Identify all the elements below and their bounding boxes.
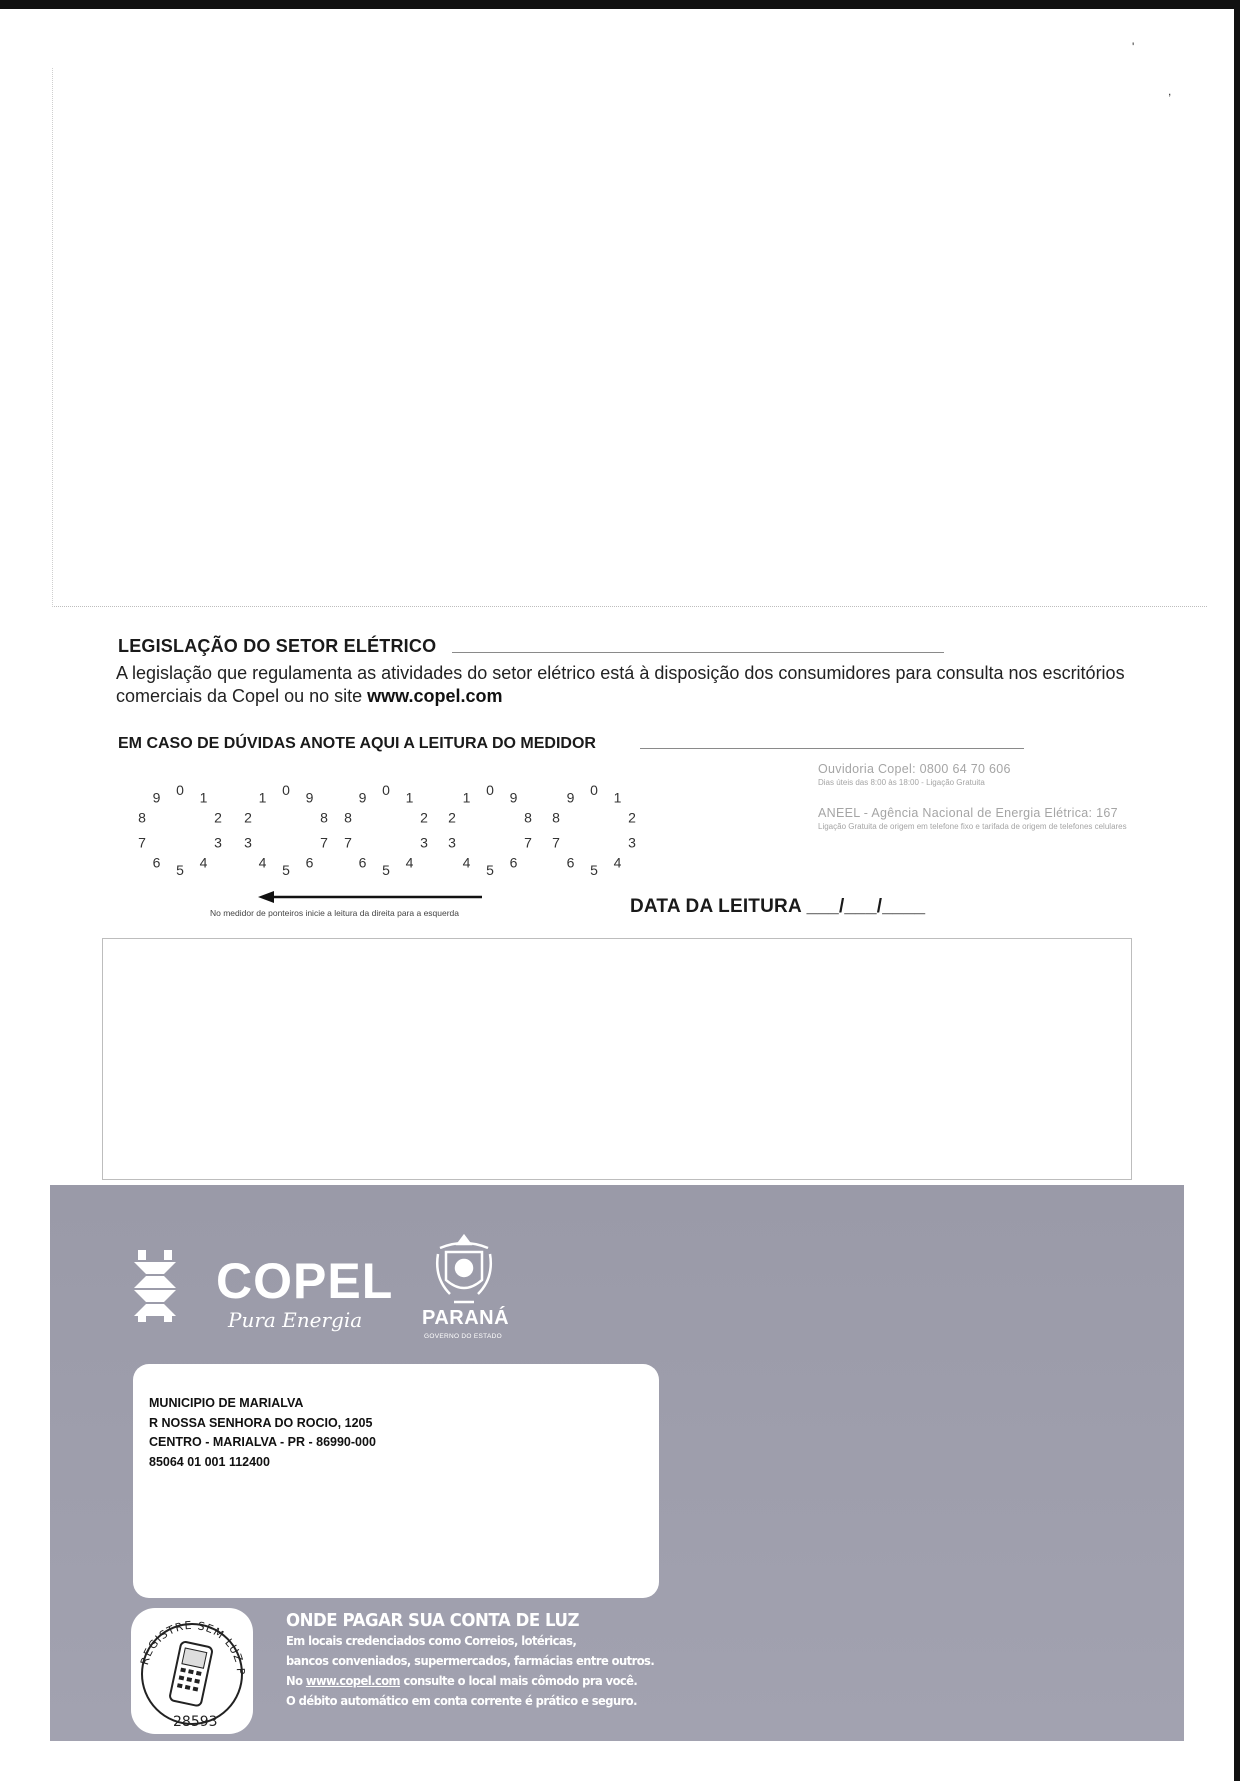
- blank-top-area: [52, 68, 1207, 607]
- scan-speck: ,: [1168, 84, 1172, 98]
- dial-digit: 0: [590, 782, 598, 798]
- dial-digit: 6: [305, 854, 314, 871]
- sms-phone-icon: [131, 1608, 253, 1734]
- dial-digit: 1: [199, 789, 208, 806]
- payment-line-4: O débito automático em conta corrente é prático e seguro.: [286, 1693, 637, 1708]
- dial-digit: 5: [590, 862, 598, 878]
- copel-name: COPEL: [216, 1253, 394, 1309]
- dial-digit: 2: [214, 809, 222, 826]
- dial-digit: 5: [176, 862, 184, 878]
- dial-digit: 6: [566, 854, 575, 871]
- dial-digit: 4: [613, 854, 622, 871]
- scan-right-border: [1234, 0, 1240, 1781]
- legislacao-link[interactable]: www.copel.com: [367, 686, 503, 706]
- payment-line-2: bancos conveniados, supermercados, farmácias entre outros.: [286, 1653, 655, 1668]
- dial-digit: 1: [613, 789, 622, 806]
- ouvidoria-line: Ouvidoria Copel: 0800 64 70 606: [818, 762, 1011, 776]
- parana-subtitle: GOVERNO DO ESTADO: [424, 1333, 502, 1340]
- dial-digit: 2: [244, 809, 252, 826]
- sms-stamp: [131, 1608, 253, 1734]
- duvidas-rule: [640, 748, 1024, 749]
- dial-digit: 7: [320, 834, 328, 851]
- address-line-street: R NOSSA SENHORA DO ROCIO, 1205: [149, 1415, 373, 1430]
- dial-digit: 4: [462, 854, 471, 871]
- dial-digit: 5: [282, 862, 290, 878]
- address-block: [149, 1394, 376, 1472]
- dial-digit: 6: [358, 854, 367, 871]
- dial-digit: 3: [214, 834, 222, 851]
- dial-digit: 1: [462, 789, 471, 806]
- payment-line-1: Em locais credenciados como Correios, lotéricas,: [286, 1633, 577, 1648]
- payment-suffix: consulte o local mais cômodo pra você.: [403, 1673, 638, 1688]
- dial-digit: 6: [509, 854, 518, 871]
- dial-digit: 3: [420, 834, 428, 851]
- payment-line-3: [286, 1671, 672, 1691]
- dial-digit: 9: [152, 789, 161, 806]
- ouvidoria-sub: Dias úteis das 8:00 às 18:00 - Ligação Gratuita: [818, 778, 985, 787]
- dial-digit: 4: [258, 854, 267, 871]
- aneel-sub: Ligação Gratuita de origem em telefone fixo e tarifada de origem de telefones celulares: [818, 822, 1127, 831]
- dial-digit: 5: [382, 862, 390, 878]
- address-line-city: CENTRO - MARIALVA - PR - 86990-000: [149, 1435, 376, 1449]
- dial-digit: 2: [448, 809, 456, 826]
- sms-ring-text: REGISTRE SEM LUZ P: [137, 1618, 248, 1676]
- ouvidoria-block: [818, 762, 1173, 832]
- copel-logo-icon: [134, 1248, 176, 1322]
- dial-digit: 9: [305, 789, 314, 806]
- scan-speck: ': [1132, 40, 1135, 54]
- data-leitura-field[interactable]: DATA DA LEITURA ___/___/____: [630, 896, 926, 917]
- meter-dials-graphic: [140, 778, 650, 890]
- duvidas-title: EM CASO DE DÚVIDAS ANOTE AQUI A LEITURA DO MEDIDOR: [118, 735, 596, 752]
- dial-digit: 8: [138, 809, 146, 826]
- arrow-left-icon: [258, 890, 562, 904]
- address-line-code: 85064 01 001 112400: [149, 1454, 270, 1469]
- dial-digit: 7: [138, 834, 146, 851]
- dial-digit: 6: [152, 854, 161, 871]
- parana-name: PARANÁ: [422, 1307, 510, 1329]
- aneel-line: ANEEL - Agência Nacional de Energia Elétrica: 167: [818, 806, 1118, 820]
- dial-digit: 8: [344, 809, 352, 826]
- dial-digit: 8: [320, 809, 328, 826]
- dial-digit: 7: [344, 834, 352, 851]
- dial-digit: 7: [552, 834, 560, 851]
- dial-digit: 3: [448, 834, 456, 851]
- reading-hint: No medidor de ponteiros inicie a leitura da direita para a esquerda: [210, 908, 460, 918]
- legislacao-text: [116, 662, 1126, 708]
- dial-digit: 8: [524, 809, 532, 826]
- dial-digit: 5: [486, 862, 494, 878]
- address-line-name: MUNICIPIO DE MARIALVA: [149, 1396, 304, 1410]
- payment-title: ONDE PAGAR SUA CONTA DE LUZ: [286, 1610, 580, 1631]
- scan-top-border: [0, 0, 1240, 9]
- dial-digit: 0: [382, 782, 390, 798]
- parana-coat-of-arms-icon: [432, 1232, 496, 1308]
- dial-digit: 8: [552, 809, 560, 826]
- legislacao-body: A legislação que regulamenta as atividades do setor elétrico está à disposição dos consumidores para consulta nos escritórios comerciais da Copel ou no site: [116, 663, 1125, 706]
- copel-slogan: Pura Energia: [228, 1308, 363, 1332]
- observations-box: [102, 938, 1132, 1180]
- dial-digit: 9: [566, 789, 575, 806]
- payment-prefix: No: [286, 1673, 303, 1688]
- dial-digit: 9: [509, 789, 518, 806]
- address-window: [133, 1364, 659, 1598]
- dial-digit: 2: [420, 809, 428, 826]
- sms-number: 28593: [173, 1714, 218, 1730]
- dial-digit: 7: [524, 834, 532, 851]
- legislacao-title: LEGISLAÇÃO DO SETOR ELÉTRICO: [118, 636, 437, 656]
- dial-digit: 3: [628, 834, 636, 851]
- dial-digit: 0: [282, 782, 290, 798]
- dial-digit: 0: [176, 782, 184, 798]
- dial-digit: 4: [199, 854, 208, 871]
- meter-dials: [140, 778, 650, 890]
- dial-digit: 4: [405, 854, 414, 871]
- legislacao-rule: [452, 652, 944, 653]
- dial-digit: 0: [486, 782, 494, 798]
- payment-info: [286, 1610, 706, 1711]
- dial-digit: 1: [405, 789, 414, 806]
- dial-digit: 9: [358, 789, 367, 806]
- dial-digit: 3: [244, 834, 252, 851]
- dial-digit: 1: [258, 789, 267, 806]
- dial-digit: 2: [628, 809, 636, 826]
- payment-link[interactable]: www.copel.com: [305, 1673, 400, 1688]
